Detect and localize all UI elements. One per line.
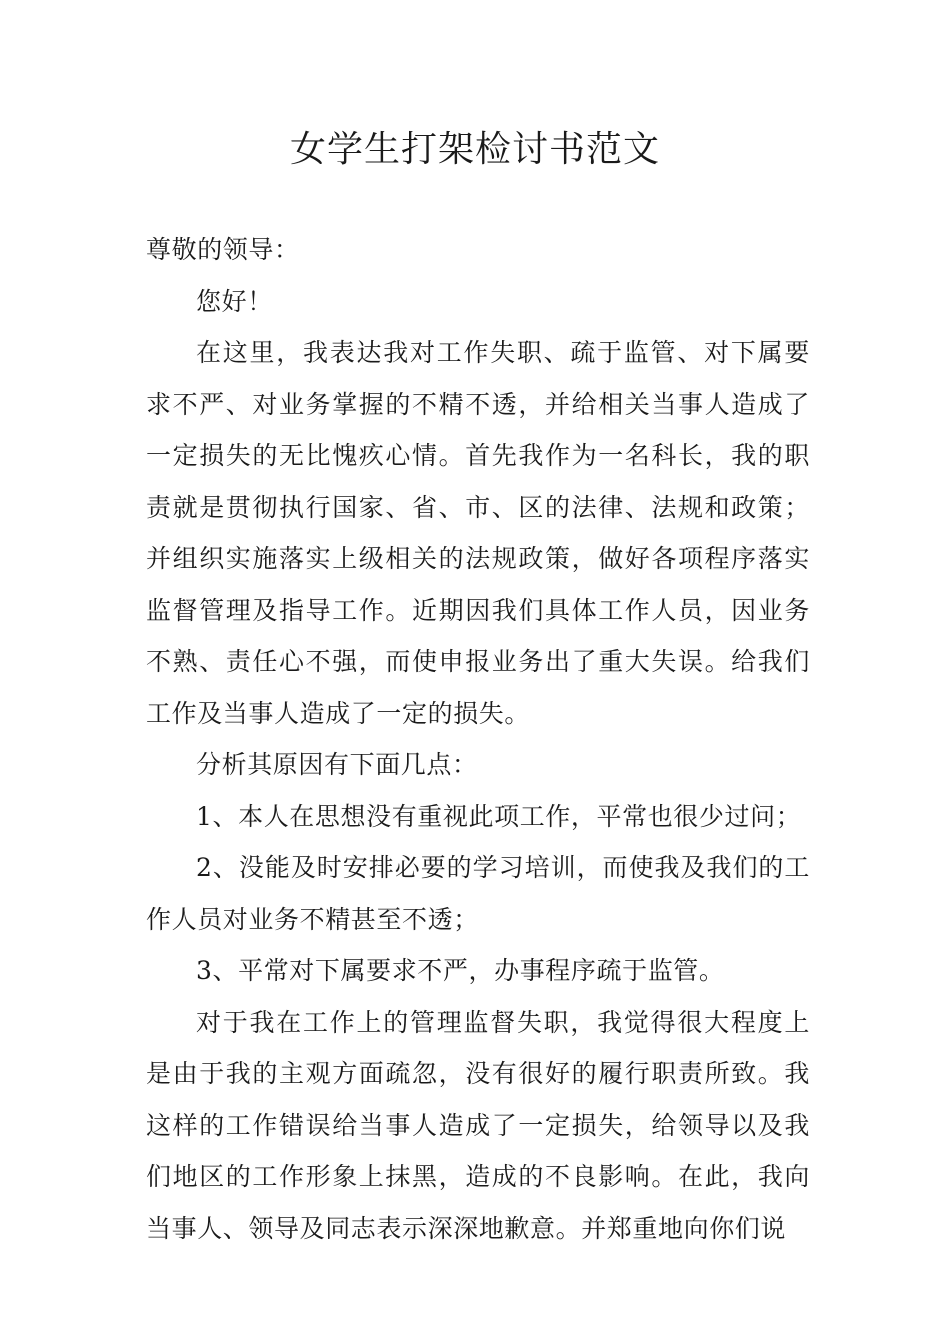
- body-paragraph: 在这里，我表达我对工作失职、疏于监管、对下属要求不严、对业务掌握的不精不透，并给相关当事人造成了一定损失的无比愧疚心情。首先我作为一名科长，我的职责就是贯彻执行国家、省、市、区的法律、法规和政策；并组织实施落实上级相关的法规政策，做好各项程序落实监督管理及指导工作。近期因我们具体工作人员，因业务不熟、责任心不强，而使申报业务出了重大失误。给我们工作及当事人造成了一定的损失。: [146, 338, 810, 728]
- list-item: 3、平常对下属要求不严，办事程序疏于监管。: [196, 956, 725, 985]
- greeting: 您好！: [196, 286, 273, 316]
- body-paragraph: 分析其原因有下面几点：: [196, 750, 478, 779]
- list-item: 2、没能及时安排必要的学习培训，而使我及我们的工作人员对业务不精甚至不透；: [146, 853, 810, 934]
- document-body: [146, 224, 810, 1254]
- list-item: 1、本人在思想没有重视此项工作，平常也很少过问；: [196, 801, 802, 831]
- document-title: 女学生打架检讨书范文: [289, 129, 660, 170]
- salutation: 尊敬的领导：: [146, 235, 300, 264]
- body-paragraph: 对于我在工作上的管理监督失职，我觉得很大程度上是由于我的主观方面疏忽，没有很好的履行职责所致。我这样的工作错误给当事人造成了一定损失，给领导以及我们地区的工作形象上抹黑，造成的不良影响。在此，我向当事人、领导及同志表示深深地歉意。并郑重地向你们说: [146, 1007, 810, 1243]
